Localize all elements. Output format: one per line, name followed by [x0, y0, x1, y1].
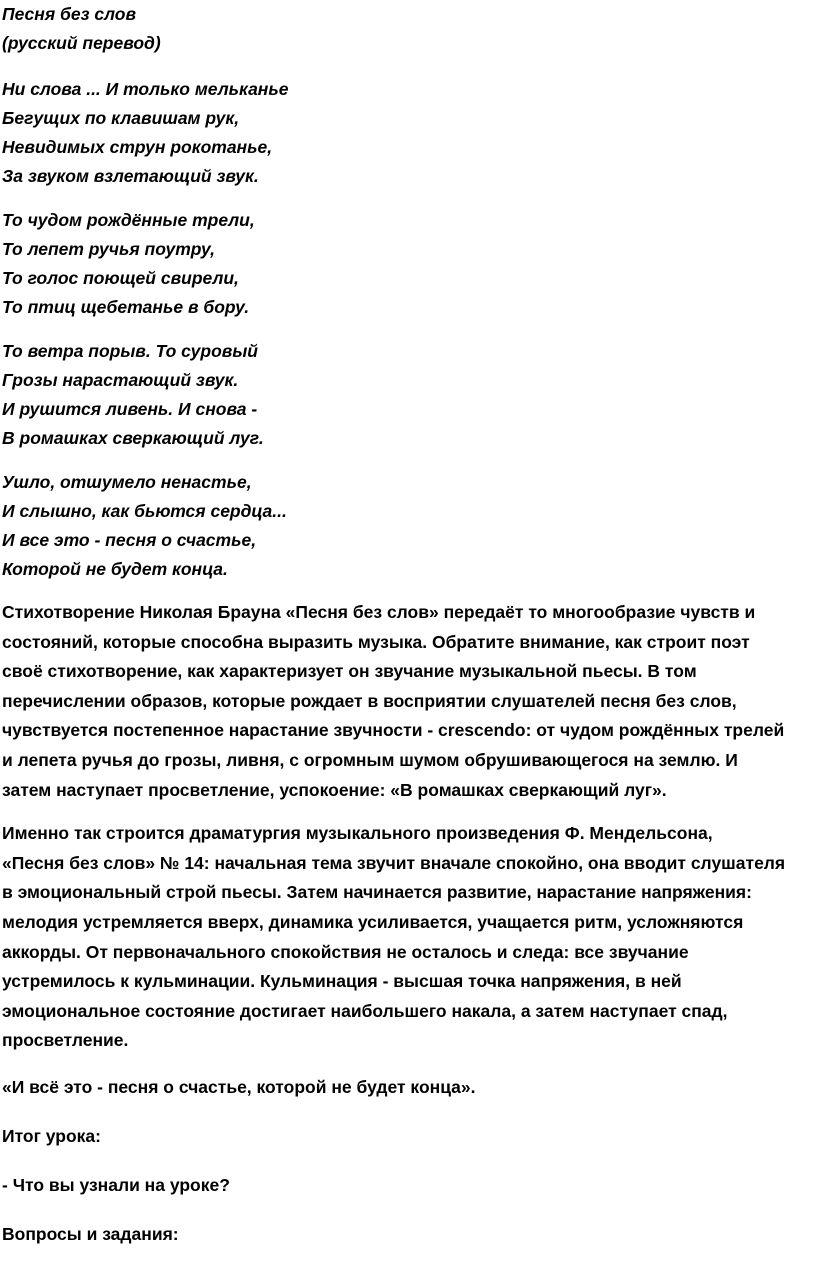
- tasks-heading: Вопросы и задания:: [2, 1223, 179, 1244]
- document-page: [2, 0, 814, 1249]
- paragraph-line: своё стихотворение, как характеризует он звучание музыкальной пьесы. В том: [2, 661, 697, 682]
- paragraph-line: эмоциональное состояние достигает наибольшего накала, а затем наступает спад,: [2, 1000, 728, 1021]
- poem-line: Невидимых струн рокотанье,: [2, 137, 273, 157]
- poem-stanza-4: [2, 468, 814, 584]
- paragraph-line: «Песня без слов» № 14: начальная тема звучит вначале спокойно, она вводит слушателя: [2, 852, 786, 873]
- poem-subtitle-line: (русский перевод): [2, 33, 161, 53]
- poem-line: И рушится ливень. И снова -: [2, 399, 258, 419]
- analysis-paragraph-2: [2, 819, 814, 1056]
- paragraph-line: затем наступает просветление, успокоение: «В ромашках сверкающий луг».: [2, 779, 667, 800]
- paragraph-line: состояний, которые способна выразить музыка. Обратите внимание, как строит поэт: [2, 631, 750, 652]
- poem-line: За звуком взлетающий звук.: [2, 166, 259, 186]
- summary-question: - Что вы узнали на уроке?: [2, 1174, 230, 1195]
- poem-title-line: Песня без слов: [2, 4, 137, 24]
- poem-stanza-3: [2, 337, 814, 453]
- summary-heading: Итог урока:: [2, 1125, 101, 1146]
- paragraph-line: перечислении образов, которые рождает в восприятии слушателей песня без слов,: [2, 690, 737, 711]
- poem-line: Которой не будет конца.: [2, 559, 228, 579]
- paragraph-line: в эмоциональный строй пьесы. Затем начинается развитие, нарастание напряжения:: [2, 882, 752, 903]
- closing-quote: «И всё это - песня о счастье, которой не будет конца».: [2, 1076, 476, 1097]
- poem-line: И все это - песня о счастье,: [2, 530, 257, 550]
- poem-line: То лепет ручья поутру,: [2, 239, 215, 259]
- poem-line: Грозы нарастающий звук.: [2, 370, 239, 390]
- poem-line: То птиц щебетанье в бору.: [2, 297, 250, 317]
- paragraph-line: устремилось к кульминации. Кульминация - высшая точка напряжения, в ней: [2, 971, 682, 992]
- poem-line: В ромашках сверкающий луг.: [2, 428, 264, 448]
- poem-line: Ушло, отшумело ненастье,: [2, 472, 252, 492]
- poem-line: То голос поющей свирели,: [2, 268, 239, 288]
- paragraph-line: аккорды. От первоначального спокойствия не осталось и следа: все звучание: [2, 941, 689, 962]
- paragraph-line: Стихотворение Николая Брауна «Песня без слов» передаёт то многообразие чувств и: [2, 602, 756, 622]
- poem-line: Ни слова ... И только мельканье: [2, 79, 289, 99]
- paragraph-line: Именно так строится драматургия музыкального произведения Ф. Мендельсона,: [2, 823, 713, 844]
- poem-stanza-2: [2, 206, 814, 322]
- poem-line: Бегущих по клавишам рук,: [2, 108, 240, 128]
- paragraph-line: и лепета ручья до грозы, ливня, с огромным шумом обрушивающегося на землю. И: [2, 749, 738, 770]
- paragraph-line: чувствуется постепенное нарастание звучности - crescendo: от чудом рождённых трелей: [2, 720, 785, 741]
- poem-stanza-1: [2, 75, 814, 191]
- paragraph-line: просветление.: [2, 1030, 129, 1051]
- poem-line: То чудом рождённые трели,: [2, 210, 255, 230]
- analysis-paragraph-1: [2, 598, 814, 805]
- poem-title: [2, 0, 814, 58]
- paragraph-line: мелодия устремляется вверх, динамика усиливается, учащается ритм, усложняются: [2, 911, 744, 932]
- poem-line: И слышно, как бьются сердца...: [2, 501, 287, 521]
- poem-line: То ветра порыв. То суровый: [2, 341, 258, 361]
